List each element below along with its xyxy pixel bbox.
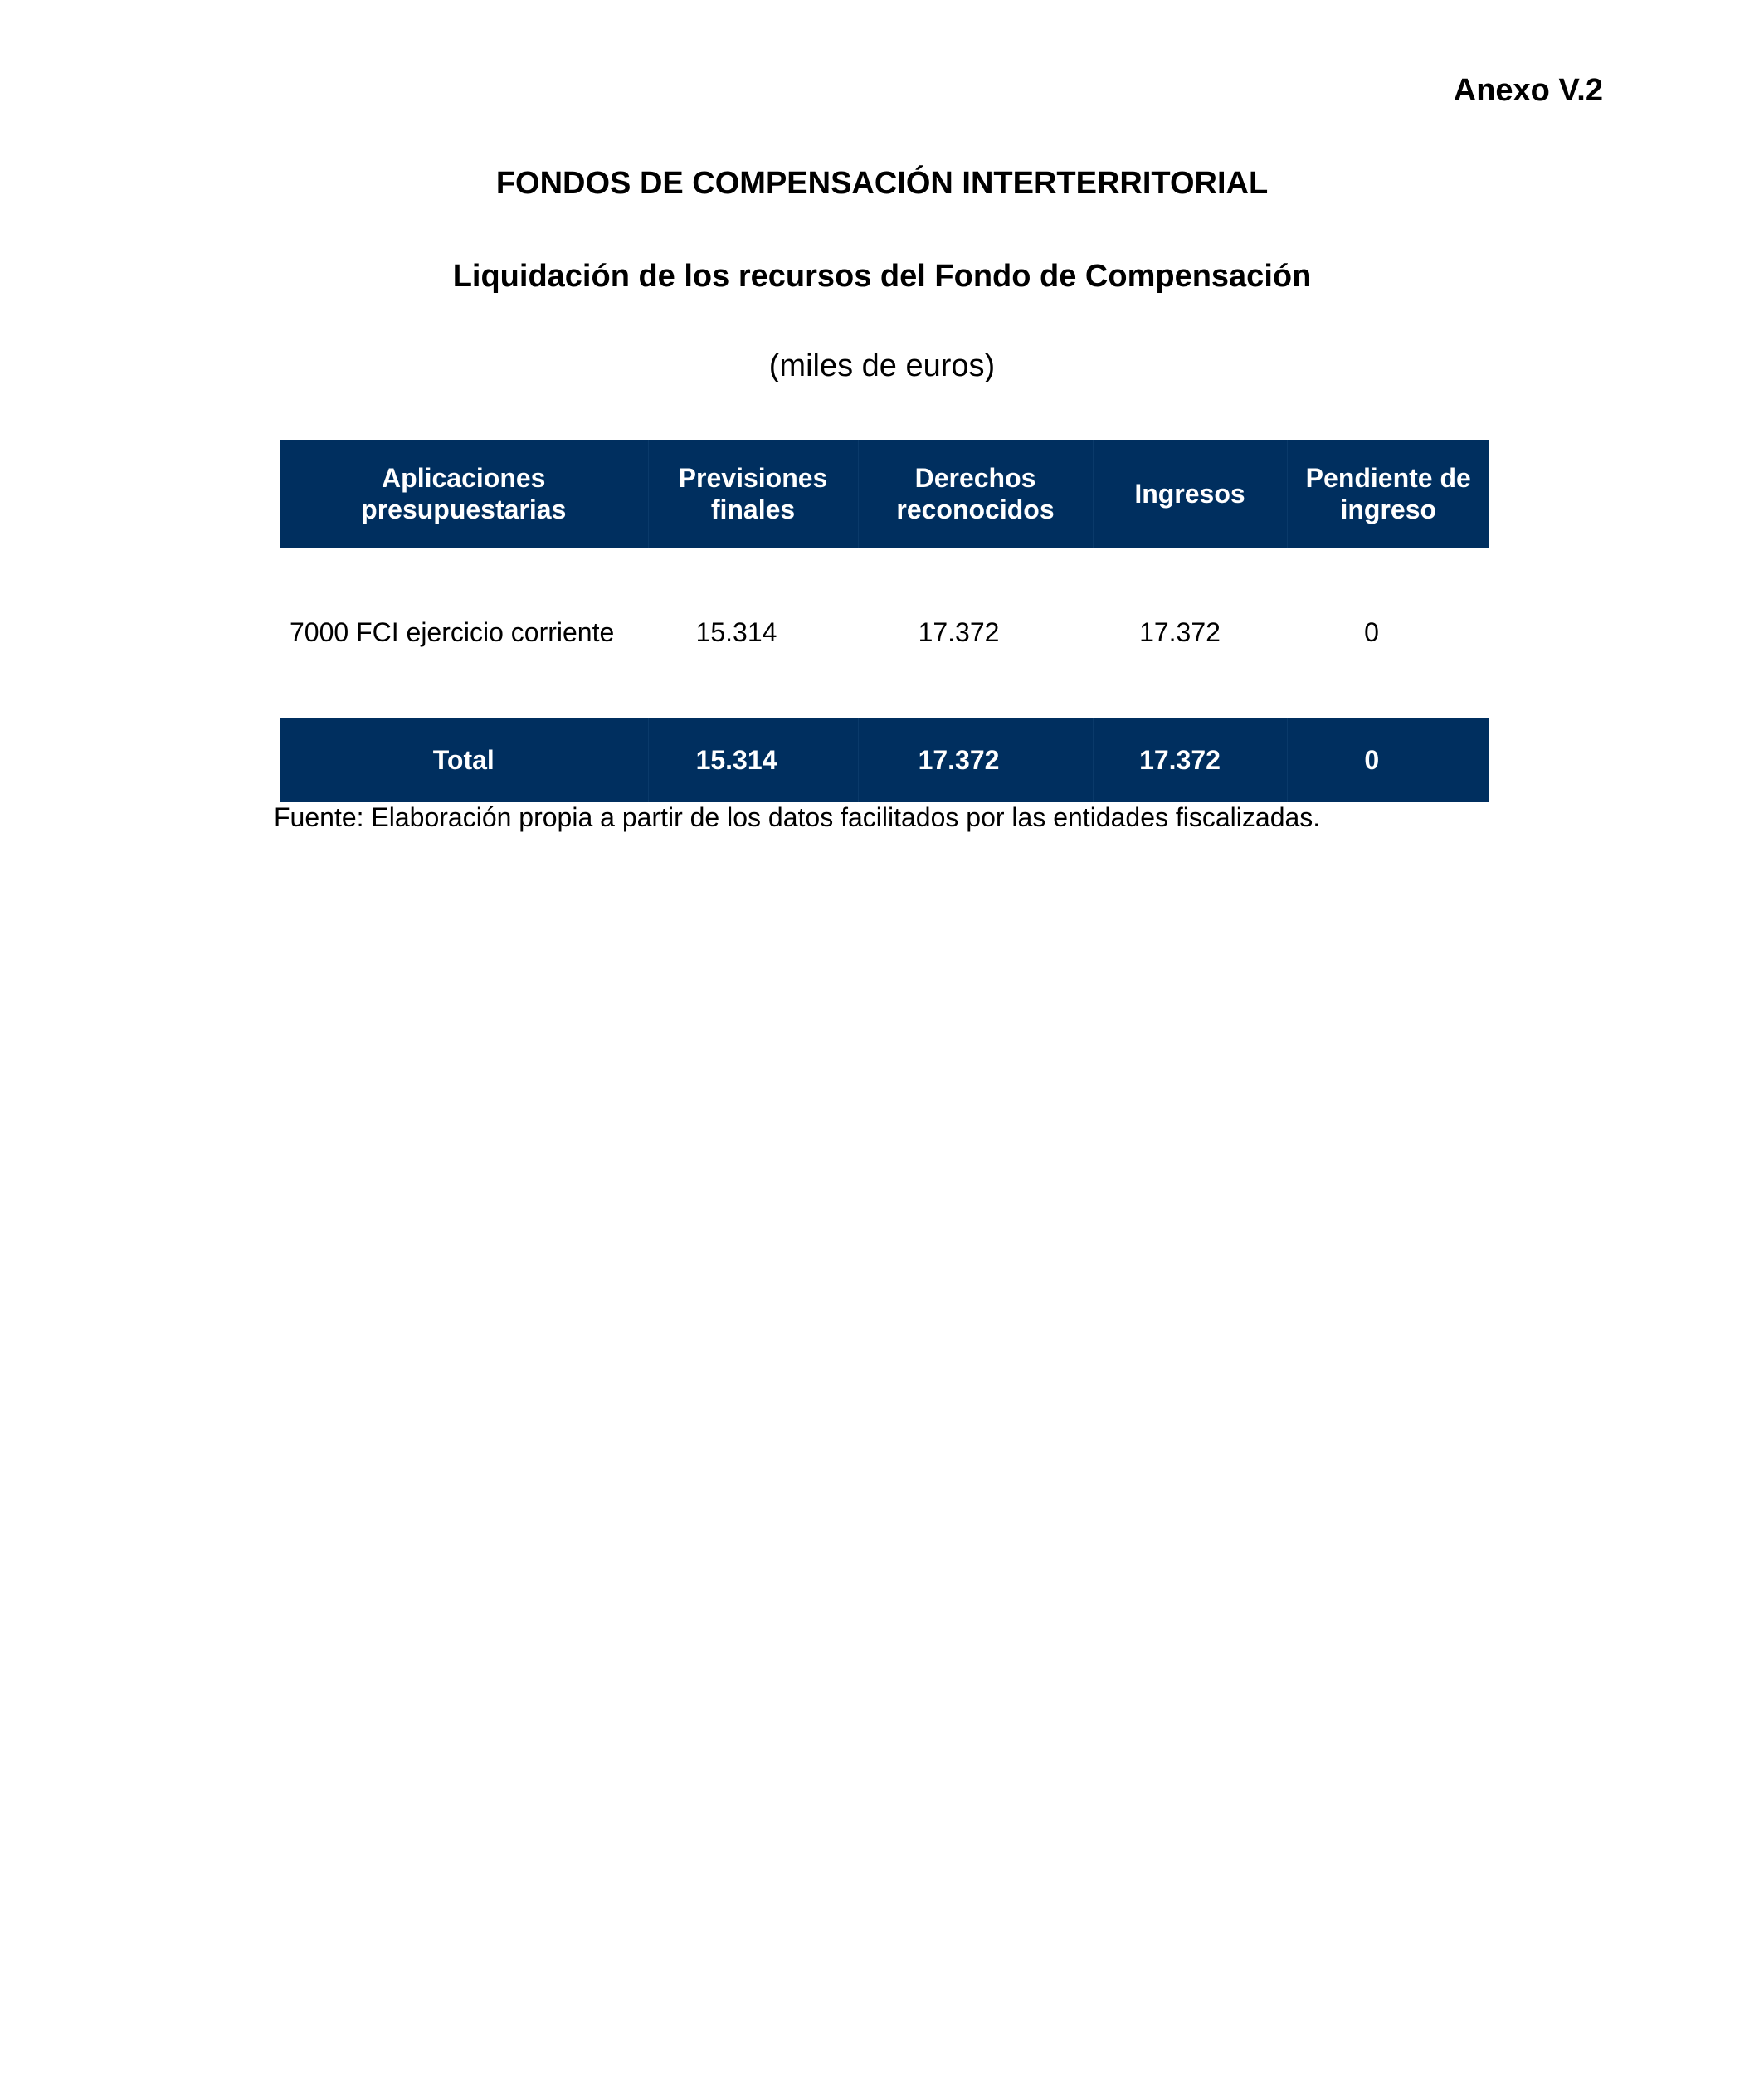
total-label: Total — [280, 718, 648, 802]
table-header-row — [280, 440, 1489, 548]
header-line: finales — [710, 494, 796, 524]
header-line: presupuestarias — [361, 494, 567, 524]
header-pendiente — [1287, 440, 1489, 548]
header-previsiones — [648, 440, 858, 548]
liquidation-table — [280, 440, 1489, 802]
header-line: Aplicaciones — [382, 463, 546, 493]
header-line: ingreso — [1340, 494, 1437, 524]
table-row — [280, 589, 1489, 676]
header-line: Derechos — [914, 463, 1036, 493]
header-line: Ingresos — [1134, 479, 1245, 509]
header-line: reconocidos — [896, 494, 1055, 524]
units-label: (miles de euros) — [768, 348, 996, 383]
document-title: FONDOS DE COMPENSACIÓN INTERTERRITORIAL — [495, 166, 1269, 201]
header-line: Previsiones — [678, 463, 828, 493]
cell-previsiones: 15.314 — [695, 617, 777, 647]
cell-ingresos: 17.372 — [1139, 617, 1221, 647]
header-derechos — [858, 440, 1093, 548]
annex-label: Anexo V.2 — [1453, 73, 1603, 108]
header-aplicaciones — [280, 440, 648, 548]
cell-aplicacion: 7000 FCI ejercicio corriente — [290, 617, 615, 647]
total-previsiones: 15.314 — [648, 718, 858, 802]
total-row — [280, 718, 1489, 802]
total-derechos: 17.372 — [858, 718, 1093, 802]
total-pendiente: 0 — [1287, 718, 1489, 802]
total-ingresos: 17.372 — [1093, 718, 1287, 802]
header-line: Pendiente de — [1305, 463, 1471, 493]
document-subtitle: Liquidación de los recursos del Fondo de Compensación — [452, 259, 1312, 294]
cell-pendiente: 0 — [1364, 617, 1379, 647]
cell-derechos: 17.372 — [918, 617, 1000, 647]
header-ingresos — [1093, 440, 1287, 548]
source-note: Fuente: Elaboración propia a partir de los datos facilitados por las entidades fiscalizadas. — [274, 802, 1321, 832]
